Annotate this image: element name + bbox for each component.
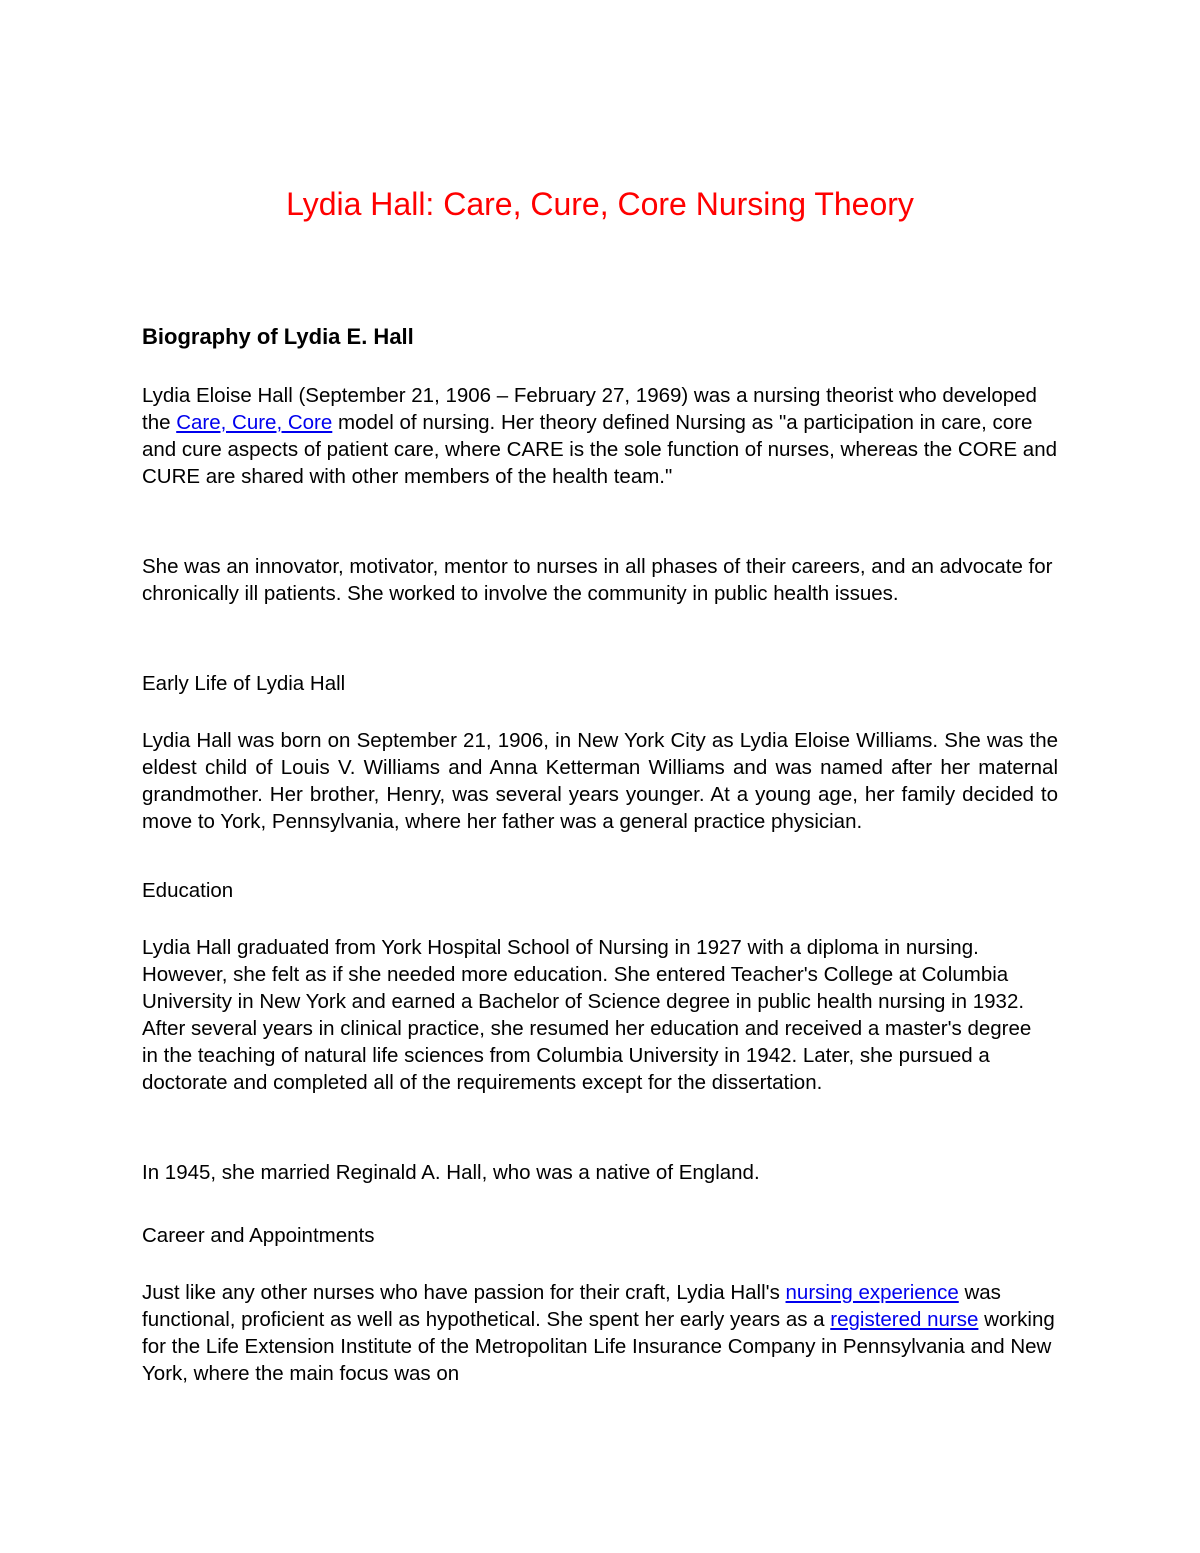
education-paragraph-1: Lydia Hall graduated from York Hospital School of Nursing in 1927 with a diploma in nursing. However, she felt as if she needed more education. She entered Teacher's College at Columbia University in New York and earned a Bachelor of Science degree in public health nursing in 1932. After several years in clinical practice, she resumed her education and received a master's degree in the teaching of natural life sciences from Columbia University in 1942. Later, she pursued a doctorate and completed all of the requirements except for the dissertation. xyxy=(142,936,1032,1094)
biography-heading: Biography of Lydia E. Hall xyxy=(142,324,414,349)
career-heading: Career and Appointments xyxy=(142,1224,375,1247)
care-cure-core-link[interactable]: Care, Cure, Core xyxy=(176,411,333,434)
career-paragraph xyxy=(142,1279,1057,1387)
early-life-heading: Early Life of Lydia Hall xyxy=(142,672,346,695)
career-p1-part1: Just like any other nurses who have passion for their craft, Lydia Hall's xyxy=(142,1281,786,1304)
early-life-paragraph: Lydia Hall was born on September 21, 1906, in New York City as Lydia Eloise Williams. She was the eldest child of Louis V. Williams and Anna Ketterman Williams and was named after her maternal grandmother. Her brother, Henry, was several years younger. At a young age, her family decided to move to York, Pennsylvania, where her father was a general practice physician. xyxy=(142,729,1058,833)
registered-nurse-link[interactable]: registered nurse xyxy=(830,1308,979,1331)
education-paragraph-2: In 1945, she married Reginald A. Hall, who was a native of England. xyxy=(142,1161,760,1184)
education-heading: Education xyxy=(142,879,234,902)
nursing-experience-link[interactable]: nursing experience xyxy=(785,1281,959,1304)
biography-paragraph-1 xyxy=(142,382,1057,490)
career-p1-part2: was functional, proficient as well as hypothetical. She spent her early years as a xyxy=(142,1281,1001,1331)
career-p1-part3: working for the Life Extension Institute of the Metropolitan Life Insurance Company in Pennsylvania and New York, where the main focus was on xyxy=(142,1308,1055,1385)
biography-paragraph-2: She was an innovator, motivator, mentor to nurses in all phases of their careers, and an advocate for chronically ill patients. She worked to involve the community in public health issues. xyxy=(142,555,1053,605)
biography-p1-text-after: model of nursing. Her theory defined Nursing as "a participation in care, core and cure aspects of patient care, where CARE is the sole function of nurses, whereas the CORE and CURE are shared with other members of the health team." xyxy=(142,411,1058,488)
biography-p1-text-before: Lydia Eloise Hall (September 21, 1906 – February 27, 1969) was a nursing theorist who developed the xyxy=(142,384,1037,434)
document-title: Lydia Hall: Care, Cure, Core Nursing Theory xyxy=(286,186,914,222)
